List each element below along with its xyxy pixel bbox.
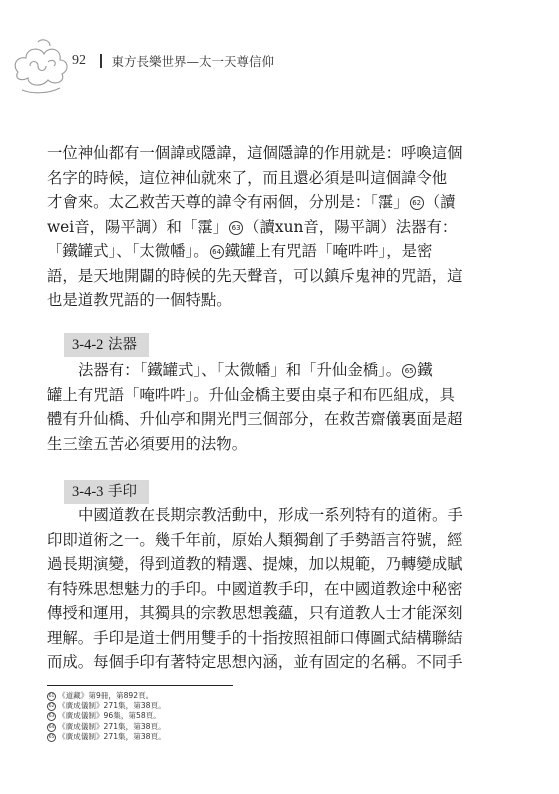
text-line: 過長期演變，得到道教的精選、提煉，加以規範，乃轉變成賦 bbox=[47, 555, 463, 573]
text-line: 語，是天地開闢的時候的先天聲音，可以鎮斥鬼神的咒語，這 bbox=[47, 266, 463, 285]
footnote bbox=[47, 691, 166, 701]
footnote-mark: 61 bbox=[48, 694, 55, 699]
text-line: 一位神仙都有一個諱或隱諱，這個隱諱的作用就是：呼喚這個 bbox=[47, 144, 463, 162]
footnotes bbox=[47, 691, 166, 742]
text-line: 體有升仙橋、升仙亭和開光門三個部分，在救苦齋儀裏面是超 bbox=[47, 410, 463, 428]
page-number: 92 bbox=[72, 53, 86, 68]
footnote bbox=[47, 711, 166, 721]
footnote-text: 《廣成儀制》96集，第58頁。 bbox=[58, 711, 161, 721]
section-number: 3-4-2 bbox=[72, 337, 104, 353]
section-paragraph bbox=[47, 503, 509, 675]
footnote bbox=[47, 722, 166, 732]
footnote-mark: 64 bbox=[48, 724, 55, 730]
footnote-mark: 63 bbox=[48, 714, 55, 720]
footnote-divider bbox=[47, 685, 233, 686]
footnote-text: 《廣成儀制》271集，第38頁。 bbox=[58, 701, 166, 711]
footnote bbox=[47, 732, 166, 742]
footnote-text: 《廣成儀制》271集，第38頁。 bbox=[58, 721, 166, 731]
text-line: 「鐵罐式」、「太微幡」。 64 鐵罐上有咒語「唵吽吽」，是密 bbox=[47, 242, 433, 260]
text-line: 有特殊思想魅力的手印。中國道教手印，在中國道教途中秘密 bbox=[47, 579, 463, 598]
text-line: 也是道教咒語的一個特點。 bbox=[47, 291, 232, 309]
section-title: 手印 bbox=[108, 484, 138, 500]
text-line: 法器有：「鐵罐式」、「太微幡」和「升仙金橋」。 65 鐵 bbox=[78, 361, 433, 379]
running-header bbox=[72, 52, 274, 70]
section-number: 3-4-3 bbox=[72, 484, 104, 500]
footnote-ref[interactable]: 63 bbox=[229, 221, 243, 235]
text-line: wei音，陽平調）和「霮」 63 （讀xun音，陽平調）法器有： bbox=[47, 217, 458, 236]
text-line: 名字的時候，這位神仙就來了，而且還必須是叫這個諱令他 bbox=[47, 168, 448, 187]
text-line: 生三塗五苦必須要用的法物。 bbox=[47, 434, 248, 453]
text-line: 罐上有咒語「唵吽吽」。升仙金橋主要由桌子和布匹組成，具 bbox=[47, 385, 455, 404]
footnote-text: 《道藏》第9冊，第892頁。 bbox=[58, 691, 154, 700]
cloud-ornament-icon bbox=[8, 32, 80, 102]
text-line: 傳授和運用，其獨具的宗教思想義蘊，只有道教人士才能深刻 bbox=[47, 604, 463, 622]
intro-paragraph bbox=[47, 141, 509, 313]
text-line: 而成。每個手印有著特定思想內涵，並有固定的名稱。不同手 bbox=[47, 653, 463, 671]
text-line: 印即道術之一。幾千年前，原始人類獨創了手勢語言符號，經 bbox=[47, 530, 463, 549]
footnote-ref[interactable]: 64 bbox=[210, 245, 224, 259]
footnote bbox=[47, 701, 166, 711]
book-title: 東方長樂世界—太一天尊信仰 bbox=[111, 54, 275, 69]
footnote-ref[interactable]: 65 bbox=[402, 364, 416, 378]
footnote-mark: 62 bbox=[48, 704, 55, 710]
section-heading-3-4-2 bbox=[64, 333, 149, 357]
text-line: 理解。手印是道士們用雙手的十指按照祖師口傳圖式結構聯結 bbox=[47, 628, 463, 647]
section-heading-3-4-3 bbox=[64, 480, 149, 504]
footnote-ref[interactable]: 62 bbox=[410, 196, 424, 210]
footnote-mark: 65 bbox=[48, 734, 55, 740]
section-paragraph bbox=[47, 358, 509, 456]
text-line: 才會來。太乙救苦天尊的諱令有兩個，分別是：「霮」 62 （讀 bbox=[47, 193, 456, 211]
footnote-text: 《廣成儀制》271集，第38頁。 bbox=[58, 731, 166, 741]
text-line: 中國道教在長期宗教活動中，形成一系列特有的道術。手 bbox=[78, 506, 463, 524]
section-title: 法器 bbox=[108, 337, 138, 353]
header-divider bbox=[100, 54, 102, 68]
